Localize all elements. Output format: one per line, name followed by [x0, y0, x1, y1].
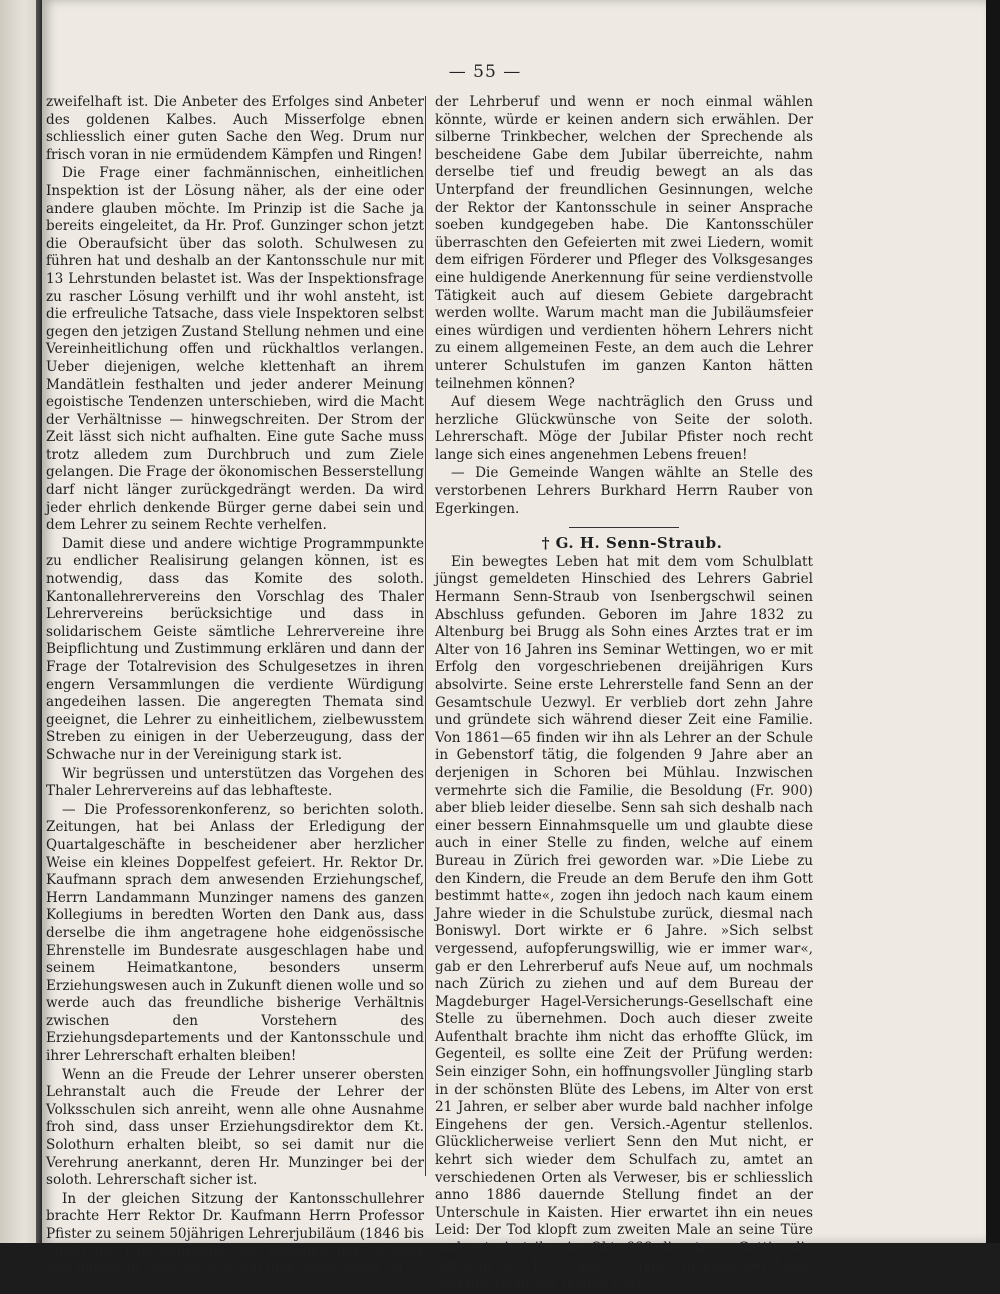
paragraph: — Die Gemeinde Wangen wählte an Stelle des verstorbenen Lehrers Burkhard Herrn Rauber von Egerkingen. — [435, 465, 813, 517]
section-divider — [569, 527, 679, 528]
paragraph: der Lehrberuf und wenn er noch einmal wählen könnte, würde er keinen andern sich erwählen. Der silberne Trinkbecher, welchen der Sprechende als bescheidene Gabe dem Jubilar überreichte, nahm derselbe tief und freudig bewegt an als das Unterpfand der freundlichen Gesinnungen, welche der Rektor der Kantonsschule in seiner Ansprache soeben kundgegeben habe. Die Kantonsschüler überraschten den Gefeierten mit zwei Liedern, womit dem eifrigen Förderer und Pfleger des Volksgesanges eine huldigende Anerkennung für seine verdienstvolle Tätigkeit auch auf diesem Gebiete dargebracht werden wollte. Warum macht man die Jubiläumsfeier eines würdigen und verdienten höhern Lehrers nicht zu einem allgemeinen Feste, an dem auch die Lehrer unterer Schulstufen im ganzen Kanton hätten teilnehmen können? — [435, 94, 813, 392]
right-column — [435, 94, 813, 1294]
scan-border — [986, 0, 1000, 1243]
page-number: — 55 — — [448, 62, 522, 82]
paragraph: Die Frage einer fachmännischen, einheitlichen Inspektion ist der Lösung näher, als der eine oder andere glauben möchte. Im Prinzip ist die Sache ja bereits eingeleitet, da Hr. Prof. Gunzinger schon jetzt die Oberaufsicht über das soloth. Schulwesen zu führen hat und deshalb an der Kantonsschule nur mit 13 Lehrstunden belastet ist. Was der Inspektionsfrage zu rascher Lösung verhilft und ihr wohl ansteht, ist die erfreuliche Tatsache, dass viele Inspektoren selbst gegen den jetzigen Zustand Stellung nehmen und eine Vereinheitlichung offen und rückhaltlos verlangen. Ueber diejenigen, welche klettenhaft an ihrem Mandätlein festhalten und jeder anderer Meinung egoistische Tendenzen unterschieben, wird die Macht der Verhältnisse — hinwegschreiten. Der Strom der Zeit lässt sich nicht aufhalten. Eine gute Sache muss trotz alledem zum Durchbruch und zum Ziele gelangen. Die Frage der ökonomischen Besserstellung darf nicht länger zurückgedrängt werden. Da wird jeder ehrlich denkende Bürger gerne dabei sein und dem Lehrer zu seinem Rechte verhelfen. — [46, 165, 424, 534]
paragraph: — Die Professorenkonferenz, so berichten soloth. Zeitungen, hat bei Anlass der Erledigung der Quartalgeschäfte in bescheidener aber herzlicher Weise ein kleines Doppelfest gefeiert. Hr. Rektor Dr. Kaufmann sprach dem anwesenden Erziehungschef, Herrn Landammann Munzinger namens des ganzen Kollegiums in beredten Worten den Dank aus, dass derselbe die ihm angetragene hohe eidgenössische Ehrenstelle im Bundesrate ausgeschlagen habe und seinem Heimatkantone, besonders unserm Erziehungswesen auch in Zukunft dienen wolle und so werde auch das freundliche bisherige Verhältnis zwischen den Vorstehern des Erziehungsdepartements und der Kantonsschule und ihrer Lehrerschaft erhalten bleiben! — [46, 801, 424, 1065]
paragraph: Wir begrüssen und unterstützen das Vorgehen des Thaler Lehrervereins auf das lebhafteste. — [46, 765, 424, 800]
paragraph: In der gleichen Sitzung der Kantonsschullehrer brachte Herr Rektor Dr. Kaufmann Herrn Professor Pfister zu seinem 50jährigen Lehrerjubiläum (1846 bis 1896) die Glückwünsche der Kollegen dar; schwer und mühevoll, aber auch schön und segensreich sei — [46, 1190, 424, 1278]
paragraph: Damit diese und andere wichtige Programmpunkte zu endlicher Realisirung gelangen können, ist es notwendig, dass das Komite des soloth. Kantonallehrervereins den Vorschlag des Thaler Lehrervereins berücksichtige und dass in solidarischem Geiste sämtliche Lehrervereine ihre Beipflichtung und Zustimmung erklären und dann der Frage der Totalrevision des Schulgesetzes in ihren engern Versammlungen die verdiente Würdigung angedeihen lassen. Die angeregten Themata sind geeignet, die Lehrer zu einheitlichem, zielbewusstem Streben zu einigen in der Ueberzeugung, dass der Schwache nur in der Vereinigung stark ist. — [46, 535, 424, 763]
obituary-heading: † G. H. Senn-Straub. — [541, 534, 723, 553]
left-column — [46, 94, 424, 1280]
obituary-text: Ein bewegtes Leben hat mit dem vom Schulblatt jüngst gemeldeten Hinschied des Lehrers Gabriel Hermann Senn-Straub von Isenbergschwil seinen Abschluss gefunden. Geboren im Jahre 1832 zu Altenburg bei Brugg als Sohn eines Arztes trat er im Alter von 16 Jahren ins Seminar Wettingen, wo er mit Erfolg den vorgeschriebenen dreijährigen Kurs absolvirte. Seine erste Lehrerstelle fand Senn an der Gesamtschule Uezwyl. Er verblieb dort zehn Jahre und gründete sich während dieser Zeit eine Familie. Von 1861—65 finden wir ihn als Lehrer an der Schule in Gebenstorf tätig, die folgenden 9 Jahre aber an derjenigen in Schoren bei Mühlau. Inzwischen vermehrte sich die Familie, die Besoldung (Fr. 900) aber blieb leider dieselbe. Senn sah sich deshalb nach einer bessern Einnahmsquelle um und glaubte diese auch in einer Stelle zu finden, welche auf einem Bureau in Zürich frei geworden war. »Die Liebe zu den Kindern, die Freude an dem Berufe den ihm Gott bestimmt hatte«, zogen ihn jedoch nach kaum einem Jahre wieder in die Schulstube zurück, diesmal nach Boniswyl. Dort wirkte er 6 Jahre. »Sich selbst vergessend, aufopferungswillig, wie er immer war«, gab er den Lehrerberuf aufs Neue auf, um nochmals nach Zürich zu ziehen und auf dem Bureau der Magdeburger Hagel-Versicherungs-Gesellschaft eine Stelle zu übernehmen. Doch auch dieser zweite Aufenthalt brachte ihm nicht das erhoffte Glück, im Gegenteil, es sollte eine Zeit der Prüfung werden: Sein einziger Sohn, ein hoffnungsvoller Jüngling starb in der schönsten Blüte des Lebens, im Alter von erst 21 Jahren, er selber aber wurde bald nachher infolge Eingehens der gen. Versich.-Agentur stellenlos. Glücklicherweise verliert Senn den Mut nicht, er kehrt sich wieder dem Schulfach zu, amtet an verschiedenen Orten als Verweser, bis er schliesslich anno 1886 dauernde Stellung findet an der Unterschule in Kaisten. Hier erwartet ihn ein neues Leid: Der Tod klopft zum zweiten Male an seine Türe und entreisst ihm im Okt. 888 die »treue Gattin, die mit ihm seit 1859, also 29 Jahre in ehelicher Liebe und Eintracht mit festem Gott- — [435, 553, 813, 1292]
column-rule — [425, 96, 426, 1176]
paragraph: zweifelhaft ist. Die Anbeter des Erfolges sind Anbeter des goldenen Kalbes. Auch Misserfolge ebnen schliesslich einer guten Sache den Weg. Drum nur frisch voran in nie ermüdendem Kämpfen und Ringen! — [46, 94, 424, 163]
paragraph: Wenn an die Freude der Lehrer unserer obersten Lehranstalt auch die Freude der Lehrer der Volksschulen sich anreiht, wenn alle ohne Ausnahme froh sind, dass unser Erziehungsdirektor dem Kt. Solothurn erhalten bleibt, so sei damit nur die Verehrung anerkannt, deren Hr. Munzinger bei der soloth. Lehrerschaft sicher ist. — [46, 1066, 424, 1189]
previous-page-edge — [0, 0, 40, 1243]
paragraph: Auf diesem Wege nachträglich den Gruss und herzliche Glückwünsche von Seite der soloth. Lehrerschaft. Möge der Jubilar Pfister noch recht lange sich eines angenehmen Lebens freuen! — [435, 394, 813, 463]
